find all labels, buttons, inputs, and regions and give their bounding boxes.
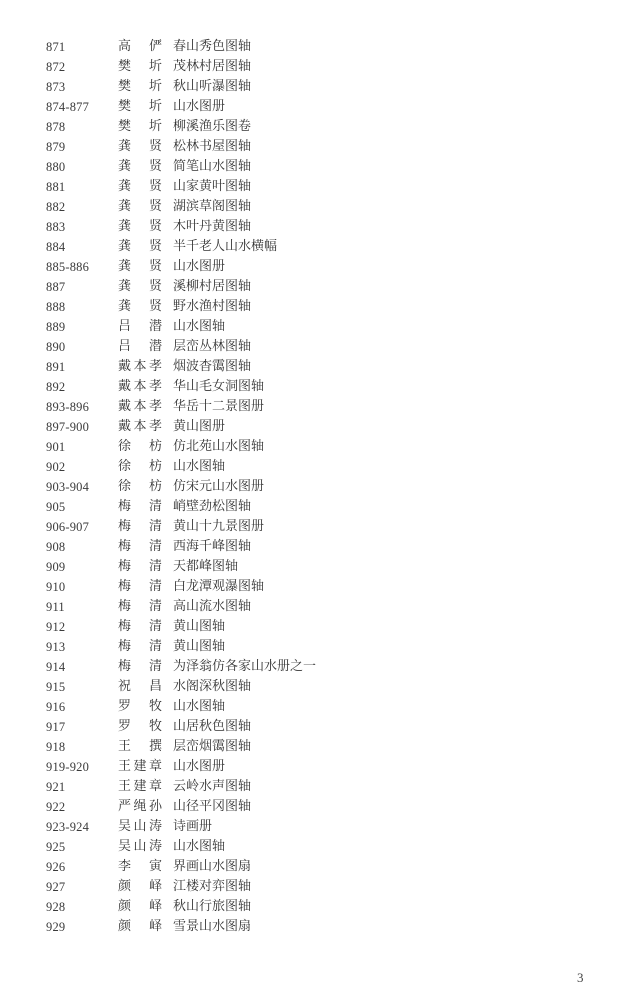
plate-number: 890: [46, 340, 66, 354]
artwork-title: 仿北苑山水图轴: [173, 439, 265, 454]
plate-number: 885-886: [46, 260, 90, 274]
plate-number: 889: [46, 320, 66, 334]
catalog-row: [0, 577, 618, 597]
artist-name: 颜峄: [118, 899, 162, 914]
artwork-title: 高山流水图轴: [173, 599, 252, 614]
catalog-row: [0, 277, 618, 297]
plate-number: 872: [46, 60, 66, 74]
catalog-row: [0, 317, 618, 337]
plate-number: 884: [46, 240, 66, 254]
artwork-title: 为泽翁仿各家山水册之一: [173, 659, 317, 674]
artwork-title: 秋山听瀑图轴: [173, 79, 252, 94]
catalog-row: [0, 717, 618, 737]
artwork-title: 简笔山水图轴: [173, 159, 252, 174]
artist-name: 樊圻: [118, 79, 162, 94]
plate-number: 927: [46, 880, 66, 894]
artist-name: 李寅: [118, 859, 162, 874]
artwork-title: 诗画册: [173, 819, 213, 834]
plate-number: 905: [46, 500, 66, 514]
artwork-title: 层峦烟霭图轴: [173, 739, 252, 754]
plate-number: 923-924: [46, 820, 90, 834]
catalog-row: [0, 57, 618, 77]
artist-name: 梅清: [118, 659, 162, 674]
catalog-row: [0, 457, 618, 477]
artist-name: 王建章: [118, 759, 162, 774]
catalog-row: [0, 877, 618, 897]
plate-number: 916: [46, 700, 66, 714]
page-number: 3: [577, 970, 584, 985]
plate-number: 908: [46, 540, 66, 554]
artwork-title: 界画山水图扇: [173, 859, 252, 874]
catalog-row: [0, 217, 618, 237]
plate-number: 881: [46, 180, 66, 194]
plate-number: 892: [46, 380, 66, 394]
artwork-title: 水阁深秋图轴: [173, 679, 252, 694]
catalog-row: [0, 337, 618, 357]
artist-name: 吕潜: [118, 339, 162, 354]
catalog-row: [0, 477, 618, 497]
plate-number: 903-904: [46, 480, 90, 494]
artist-name: 梅清: [118, 539, 162, 554]
artist-name: 龚贤: [118, 239, 162, 254]
plate-number: 909: [46, 560, 66, 574]
artwork-title: 华山毛女洞图轴: [173, 379, 265, 394]
catalog-row: [0, 797, 618, 817]
artist-name: 吴山涛: [118, 839, 162, 854]
artist-name: 吕潜: [118, 319, 162, 334]
plate-number: 910: [46, 580, 66, 594]
plate-number: 921: [46, 780, 66, 794]
plate-number: 880: [46, 160, 66, 174]
artwork-title: 黄山十九景图册: [173, 519, 265, 534]
catalog-row: [0, 697, 618, 717]
plate-number: 929: [46, 920, 66, 934]
catalog-row: [0, 137, 618, 157]
plate-number: 901: [46, 440, 66, 454]
artist-name: 王建章: [118, 779, 162, 794]
catalog-row: [0, 737, 618, 757]
artwork-title: 秋山行旅图轴: [173, 899, 252, 914]
artist-name: 梅清: [118, 599, 162, 614]
plate-number: 878: [46, 120, 66, 134]
catalog-row: [0, 257, 618, 277]
catalog-row: [0, 817, 618, 837]
artwork-title: 西海千峰图轴: [173, 539, 252, 554]
artwork-title: 山水图轴: [173, 699, 226, 714]
artwork-title: 黄山图册: [173, 419, 226, 434]
artist-name: 樊圻: [118, 119, 162, 134]
catalog-row: [0, 617, 618, 637]
plate-number: 926: [46, 860, 66, 874]
catalog-row: [0, 637, 618, 657]
plate-number: 912: [46, 620, 66, 634]
plate-number: 925: [46, 840, 66, 854]
plate-number: 911: [46, 600, 65, 614]
artwork-title: 黄山图轴: [173, 619, 226, 634]
artwork-title: 松林书屋图轴: [173, 139, 252, 154]
catalog-row: [0, 857, 618, 877]
artist-name: 龚贤: [118, 259, 162, 274]
artist-name: 颜峄: [118, 919, 162, 934]
catalog-row: [0, 377, 618, 397]
artist-name: 祝昌: [118, 679, 162, 694]
catalog-row: [0, 917, 618, 937]
catalog-row: [0, 657, 618, 677]
artwork-title: 烟波杳霭图轴: [173, 359, 252, 374]
artwork-title: 仿宋元山水图册: [173, 479, 265, 494]
artwork-title: 柳溪渔乐图卷: [173, 119, 252, 134]
artist-name: 戴本孝: [118, 379, 162, 394]
plate-number: 871: [46, 40, 66, 54]
artwork-title: 雪景山水图扇: [173, 919, 252, 934]
artwork-title: 春山秀色图轴: [173, 39, 252, 54]
artist-name: 龚贤: [118, 139, 162, 154]
catalog-row: [0, 437, 618, 457]
artist-name: 梅清: [118, 499, 162, 514]
artwork-title: 茂林村居图轴: [173, 59, 252, 74]
plate-number: 906-907: [46, 520, 90, 534]
artwork-title: 云岭水声图轴: [173, 779, 252, 794]
artist-name: 颜峄: [118, 879, 162, 894]
plate-number: 891: [46, 360, 66, 374]
plate-number: 914: [46, 660, 66, 674]
catalog-row: [0, 677, 618, 697]
artist-name: 高俨: [118, 39, 162, 54]
artwork-title: 山水图册: [173, 99, 226, 114]
artist-name: 樊圻: [118, 99, 162, 114]
plate-number: 917: [46, 720, 66, 734]
plate-number: 918: [46, 740, 66, 754]
catalog-row: [0, 537, 618, 557]
artist-name: 梅清: [118, 559, 162, 574]
catalog-row: [0, 237, 618, 257]
plate-number: 887: [46, 280, 66, 294]
artist-name: 梅清: [118, 639, 162, 654]
catalog-list: [0, 37, 618, 937]
plate-number: 919-920: [46, 760, 90, 774]
artist-name: 龚贤: [118, 279, 162, 294]
catalog-row: [0, 497, 618, 517]
catalog-row: [0, 297, 618, 317]
plate-number: 913: [46, 640, 66, 654]
catalog-row: [0, 177, 618, 197]
artist-name: 罗牧: [118, 719, 162, 734]
artwork-title: 山径平冈图轴: [173, 799, 252, 814]
artwork-title: 山家黄叶图轴: [173, 179, 252, 194]
artwork-title: 溪柳村居图轴: [173, 279, 252, 294]
artwork-title: 木叶丹黄图轴: [173, 219, 252, 234]
artwork-title: 山水图轴: [173, 319, 226, 334]
plate-number: 893-896: [46, 400, 90, 414]
artwork-title: 天都峰图轴: [173, 559, 239, 574]
artwork-title: 山水图轴: [173, 459, 226, 474]
catalog-row: [0, 897, 618, 917]
artwork-title: 白龙潭观瀑图轴: [173, 579, 265, 594]
plate-number: 874-877: [46, 100, 90, 114]
artist-name: 徐枋: [118, 439, 162, 454]
artwork-title: 山居秋色图轴: [173, 719, 252, 734]
catalog-row: [0, 117, 618, 137]
artist-name: 徐枋: [118, 459, 162, 474]
artwork-title: 野水渔村图轴: [173, 299, 252, 314]
catalog-row: [0, 837, 618, 857]
catalog-row: [0, 757, 618, 777]
catalog-row: [0, 357, 618, 377]
artist-name: 梅清: [118, 619, 162, 634]
artist-name: 罗牧: [118, 699, 162, 714]
plate-number: 882: [46, 200, 66, 214]
artist-name: 戴本孝: [118, 359, 162, 374]
catalog-row: [0, 517, 618, 537]
plate-number: 928: [46, 900, 66, 914]
artist-name: 王撰: [118, 739, 162, 754]
artist-name: 龚贤: [118, 219, 162, 234]
artwork-title: 江楼对弈图轴: [173, 879, 252, 894]
catalog-row: [0, 157, 618, 177]
catalog-row: [0, 417, 618, 437]
catalog-row: [0, 397, 618, 417]
artwork-title: 峭壁劲松图轴: [173, 499, 252, 514]
artist-name: 戴本孝: [118, 419, 162, 434]
artist-name: 严绳孙: [118, 799, 162, 814]
artwork-title: 山水图册: [173, 259, 226, 274]
plate-number: 888: [46, 300, 66, 314]
catalog-row: [0, 77, 618, 97]
artist-name: 樊圻: [118, 59, 162, 74]
plate-number: 922: [46, 800, 66, 814]
catalog-row: [0, 597, 618, 617]
catalog-row: [0, 777, 618, 797]
artist-name: 梅清: [118, 579, 162, 594]
artist-name: 龚贤: [118, 179, 162, 194]
artwork-title: 黄山图轴: [173, 639, 226, 654]
artwork-title: 山水图轴: [173, 839, 226, 854]
plate-number: 902: [46, 460, 66, 474]
artwork-title: 华岳十二景图册: [173, 399, 265, 414]
artist-name: 龚贤: [118, 199, 162, 214]
catalog-row: [0, 197, 618, 217]
plate-number: 915: [46, 680, 66, 694]
artwork-title: 山水图册: [173, 759, 226, 774]
plate-number: 883: [46, 220, 66, 234]
artist-name: 龚贤: [118, 159, 162, 174]
artist-name: 梅清: [118, 519, 162, 534]
catalog-row: [0, 37, 618, 57]
artwork-title: 湖滨草阁图轴: [173, 199, 252, 214]
artist-name: 龚贤: [118, 299, 162, 314]
artist-name: 戴本孝: [118, 399, 162, 414]
catalog-row: [0, 97, 618, 117]
plate-number: 897-900: [46, 420, 90, 434]
plate-number: 873: [46, 80, 66, 94]
artist-name: 吴山涛: [118, 819, 162, 834]
plate-number: 879: [46, 140, 66, 154]
artwork-title: 层峦丛林图轴: [173, 339, 252, 354]
artist-name: 徐枋: [118, 479, 162, 494]
catalog-row: [0, 557, 618, 577]
artwork-title: 半千老人山水横幅: [173, 239, 278, 254]
